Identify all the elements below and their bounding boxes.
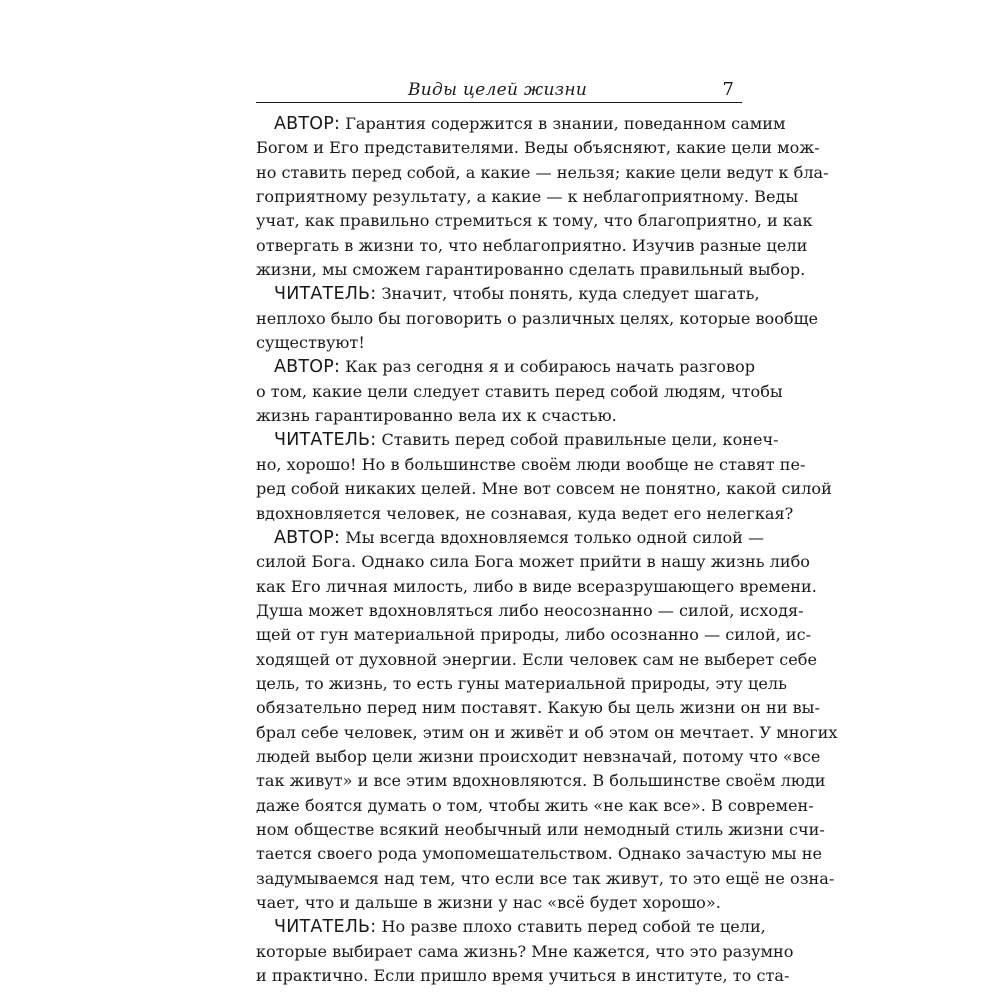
speaker-label: ЧИТАТЕЛЬ: xyxy=(274,430,377,451)
text-line: Душа может вдохновляться либо неосознанно — силой, исходя- xyxy=(256,600,804,620)
text-line: как Его личная милость, либо в виде всеразрушающего времени. xyxy=(256,576,817,596)
paragraph-first-line xyxy=(256,355,756,379)
text-line: ном обществе всякий необычный или немодный стиль жизни счи- xyxy=(256,819,825,839)
text-line: людей выбор цели жизни происходит невзначай, потому что «все xyxy=(256,746,821,766)
running-header xyxy=(256,78,742,103)
text-line: задумываемся над тем, что если все так живут, то это ещё не озна- xyxy=(256,868,835,888)
text-line: даже боятся думать о том, чтобы жить «не как все». В современ- xyxy=(256,795,814,815)
text-line: ходящей от духовной энергии. Если человек сам не выберет себе xyxy=(256,649,817,669)
text-line: так живут» и все этим вдохновляются. В большинстве своём люди xyxy=(256,771,826,791)
text-line: щей от гун материальной природы, либо осознанно — силой, ис- xyxy=(256,625,812,645)
paragraph-first-line xyxy=(256,112,786,136)
speaker-label: ЧИТАТЕЛЬ: xyxy=(274,917,377,938)
text-line: жизни, мы сможем гарантированно сделать правильный выбор. xyxy=(256,260,806,280)
running-title: Виды целей жизни xyxy=(408,80,588,100)
paragraph-first-line xyxy=(256,526,765,550)
text-line: которые выбирает сама жизнь? Мне кажется, что это разумно xyxy=(256,941,794,961)
text-line: о том, какие цели следует ставить перед собой людям, чтобы xyxy=(256,381,783,401)
paragraph-first-line xyxy=(256,282,760,306)
paragraph-first-line xyxy=(256,915,766,939)
text-line: гоприятному результату, а какие — к неблагоприятному. Веды xyxy=(256,187,799,207)
text-line: ред собой никаких целей. Мне вот совсем не понятно, какой силой xyxy=(256,479,832,499)
paragraph-first-line xyxy=(256,428,779,452)
speaker-label: ЧИТАТЕЛЬ: xyxy=(274,284,377,305)
text-line: неплохо было бы поговорить о различных целях, которые вообще xyxy=(256,308,819,328)
text-line: цель, то жизнь, то есть гуны материальной природы, эту цель xyxy=(256,673,787,693)
text-line: и практично. Если пришло время учиться в институте, то ста- xyxy=(256,966,790,986)
speaker-label: АВТОР: xyxy=(274,357,341,378)
speaker-label: АВТОР: xyxy=(274,527,341,548)
text-line: существуют! xyxy=(256,333,365,353)
text-line: Мы всегда вдохновляемся только одной силой — xyxy=(340,527,765,547)
text-line: жизнь гарантированно вела их к счастью. xyxy=(256,406,617,426)
text-line: Богом и Его представителями. Веды объясняют, какие цели мож- xyxy=(256,138,820,158)
text-line: учат, как правильно стремиться к тому, что благоприятно, и как xyxy=(256,211,813,231)
text-line: тается своего рода умопомешательством. Однако зачастую мы не xyxy=(256,844,822,864)
text-line: но ставить перед собой, а какие — нельзя; какие цели ведут к бла- xyxy=(256,162,829,182)
text-line: силой Бога. Однако сила Бога может прийти в нашу жизнь либо xyxy=(256,552,810,572)
body-text xyxy=(256,112,838,988)
text-line: чает, что и дальше в жизни у нас «всё будет хорошо». xyxy=(256,893,721,912)
text-line: Значит, чтобы понять, куда следует шагать, xyxy=(376,284,760,304)
text-line: но, хорошо! Но в большинстве своём люди вообще не ставят пе- xyxy=(256,454,806,474)
text-line: брал себе человек, этим он и живёт и об этом он мечтает. У многих xyxy=(256,722,838,742)
text-line: Но разве плохо ставить перед собой те цели, xyxy=(376,917,766,937)
page-number: 7 xyxy=(722,79,734,100)
text-line: отвергать в жизни то, что неблагоприятно. Изучив разные цели xyxy=(256,235,808,255)
text-line: Гарантия содержится в знании, поведанном самим xyxy=(340,114,786,133)
speaker-label: АВТОР: xyxy=(274,114,341,134)
text-line: Как раз сегодня я и собираюсь начать разговор xyxy=(340,357,756,377)
text-line: Ставить перед собой правильные цели, конеч- xyxy=(376,430,779,450)
text-line: обязательно перед ним поставят. Какую бы цель жизни он ни вы- xyxy=(256,698,820,718)
text-line: вдохновляется человек, не сознавая, куда ведет его нелегкая? xyxy=(256,503,794,523)
